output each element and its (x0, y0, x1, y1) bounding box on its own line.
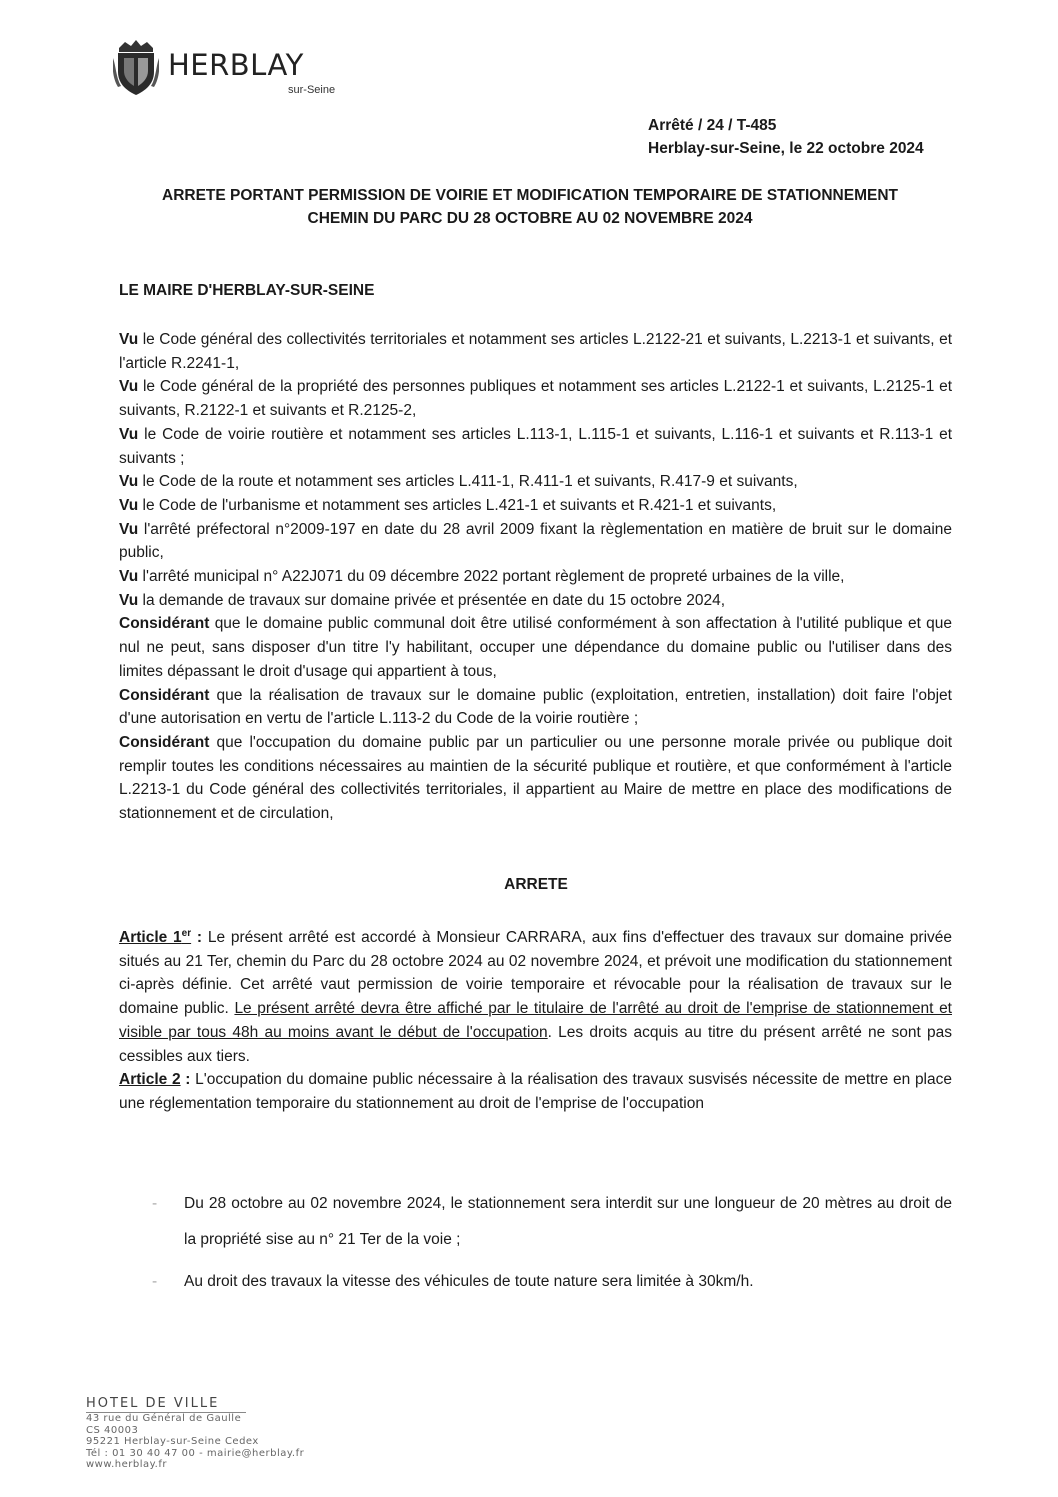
footer-title: HOTEL DE VILLE (86, 1396, 246, 1413)
visa-lead: Vu (119, 496, 139, 514)
article-2-separator: : (180, 1071, 196, 1089)
decree-reference: Arrêté / 24 / T-485 (648, 117, 777, 134)
mayor-heading: LE MAIRE D'HERBLAY-SUR-SEINE (119, 282, 375, 299)
visa-lead: Vu (119, 378, 139, 396)
considerant-text: que l'occupation du domaine public par un particulier ou une personne morale privée ou publique doit remplir toutes les conditions nécessaires au maintien de la sécurité publique et routière, et que conformément à l'article L.2213-1 du Code général des collectivités territoriales, il appartient au Maire de mettre en place des modifications de stationnement et de circulation, (119, 733, 952, 823)
footer-website: www.herblay.fr (86, 1459, 167, 1470)
title-line-1: ARRETE PORTANT PERMISSION DE VOIRIE ET MODIFICATION TEMPORAIRE DE STATIONNEMENT (162, 187, 898, 204)
considerant-paragraph (119, 684, 952, 731)
logo-subtitle: sur-Seine (288, 84, 336, 96)
title-line-2: CHEMIN DU PARC DU 28 OCTOBRE AU 02 NOVEMBRE 2024 (307, 210, 753, 227)
visa-lead: Vu (119, 473, 139, 491)
article-1-text: Le présent arrêté est accordé à Monsieur CARRARA, aux fins d'effectuer des travaux sur domaine privée situés au 21 Ter, chemin du Parc du 28 octobre 2024 au 02 novembre 2024, et prévoit une modification du stationnement ci-après définie. Cet arrêté vaut permission de voirie temporaire et révocable pour la réalisation de travaux sur le domaine public. (119, 929, 953, 1018)
list-item-text: Du 28 octobre au 02 novembre 2024, le stationnement sera interdit sur une longueur de 20 mètres au droit de la propriété sise au n° 21 Ter de la voie ; (184, 1195, 952, 1248)
city-logo (113, 36, 353, 102)
visa-paragraph (119, 375, 952, 422)
document-title (100, 184, 960, 230)
visa-lead: Vu (119, 568, 139, 586)
footer-contact: Tél : 01 30 40 47 00 - mairie@herblay.fr (86, 1447, 305, 1459)
visa-paragraph (119, 518, 952, 565)
footer-street: 43 rue du Général de Gaulle (86, 1413, 242, 1424)
article-1-separator: : (191, 929, 208, 946)
visa-text: l'arrêté préfectoral n°2009-197 en date du 28 avril 2009 fixant la règlementation en matière de bruit sur le domaine public, (119, 520, 952, 562)
dash-bullet: - (152, 1273, 158, 1290)
considerant-paragraph (119, 731, 952, 826)
visa-text: le Code de la route et notamment ses articles L.411-1, R.411-1 et suivants, R.417-9 et suivants, (138, 473, 798, 491)
visa-paragraph (119, 328, 952, 375)
place-date: Herblay-sur-Seine, le 22 octobre 2024 (648, 140, 924, 157)
visa-text: le Code général de la propriété des personnes publiques et notamment ses articles L.2122-1 et suivants, L.2125-1 et suivants, R.2122-1 et suivants et R.2125-2, (119, 378, 952, 420)
footer-cs: CS 40003 (86, 1424, 139, 1436)
article-2-text: L'occupation du domaine public nécessaire à la réalisation des travaux susvisés nécessite de mettre en place une réglementation temporaire du stationnement au droit de l'emprise de l'occupation (119, 1071, 952, 1112)
measures-list (152, 1186, 952, 1300)
reference-block (648, 114, 924, 160)
visa-paragraph (119, 589, 952, 613)
visa-text: la demande de travaux sur domaine privée et présentée en date du 15 octobre 2024, (138, 591, 726, 609)
visa-lead: Vu (119, 591, 139, 609)
article-1-underlined-text: Le présent arrêté devra être affiché par le titulaire de l'arrêté au droit de l'emprise de stationnement et visible par tous 48h au moins avant le début de l'occupation (119, 1000, 952, 1041)
article-2-label: Article 2 (119, 1071, 181, 1089)
considerant-paragraph (119, 612, 952, 683)
article-1-label: Article 1er (119, 927, 192, 946)
list-item (152, 1186, 952, 1258)
considerant-lead: Considérant (119, 615, 210, 633)
list-item (152, 1264, 952, 1300)
visa-text: le Code de voirie routière et notamment ses articles L.113-1, L.115-1 et suivants, L.116-1 et suivants et R.113-1 et suivants ; (119, 425, 952, 467)
footer-address (86, 1396, 416, 1471)
visas-section (119, 328, 952, 826)
considerant-text: que le domaine public communal doit être utilisé conformément à son affectation à l'utilité publique et que nul ne peut, sans disposer d'un titre l'y habilitant, occuper une dépendance du domaine public ou l'utiliser dans des limites dépassant le droit d'usage qui appartient à tous, (119, 615, 952, 680)
arrete-heading: ARRETE (504, 876, 568, 893)
article-1-tail: . Les droits acquis au titre du présent arrêté ne sont pas cessibles aux tiers. (119, 1023, 952, 1065)
crest-icon (113, 38, 159, 96)
visa-paragraph (119, 565, 952, 589)
visa-lead: Vu (119, 425, 139, 443)
visa-paragraph (119, 470, 952, 494)
visa-text: le Code de l'urbanisme et notamment ses articles L.421-1 et suivants et R.421-1 et suivants, (138, 496, 777, 514)
visa-paragraph (119, 423, 952, 470)
footer-city: 95221 Herblay-sur-Seine Cedex (86, 1436, 259, 1447)
considerant-lead: Considérant (119, 733, 210, 751)
list-item-text: Au droit des travaux la vitesse des véhicules de toute nature sera limitée à 30km/h. (184, 1273, 754, 1290)
visa-paragraph (119, 494, 952, 518)
considerant-lead: Considérant (119, 686, 210, 704)
visa-lead: Vu (119, 331, 139, 348)
visa-text: le Code général des collectivités territoriales et notamment ses articles L.2122-21 et suivants, L.2213-1 et suivants, et l'article R.2241-1, (119, 331, 952, 372)
article-1 (119, 926, 952, 1068)
dash-bullet: - (152, 1195, 158, 1212)
logo-name: HERBLAY (168, 48, 304, 82)
article-2 (119, 1068, 952, 1115)
visa-lead: Vu (119, 520, 139, 538)
considerant-text: que la réalisation de travaux sur le domaine public (exploitation, entretien, installation) doit faire l'objet d'une autorisation en vertu de l'article L.113-2 du Code de la voirie routière ; (119, 686, 952, 728)
articles-section (119, 926, 952, 1116)
visa-text: l'arrêté municipal n° A22J071 du 09 décembre 2022 portant règlement de propreté urbaines de la ville, (138, 568, 845, 586)
